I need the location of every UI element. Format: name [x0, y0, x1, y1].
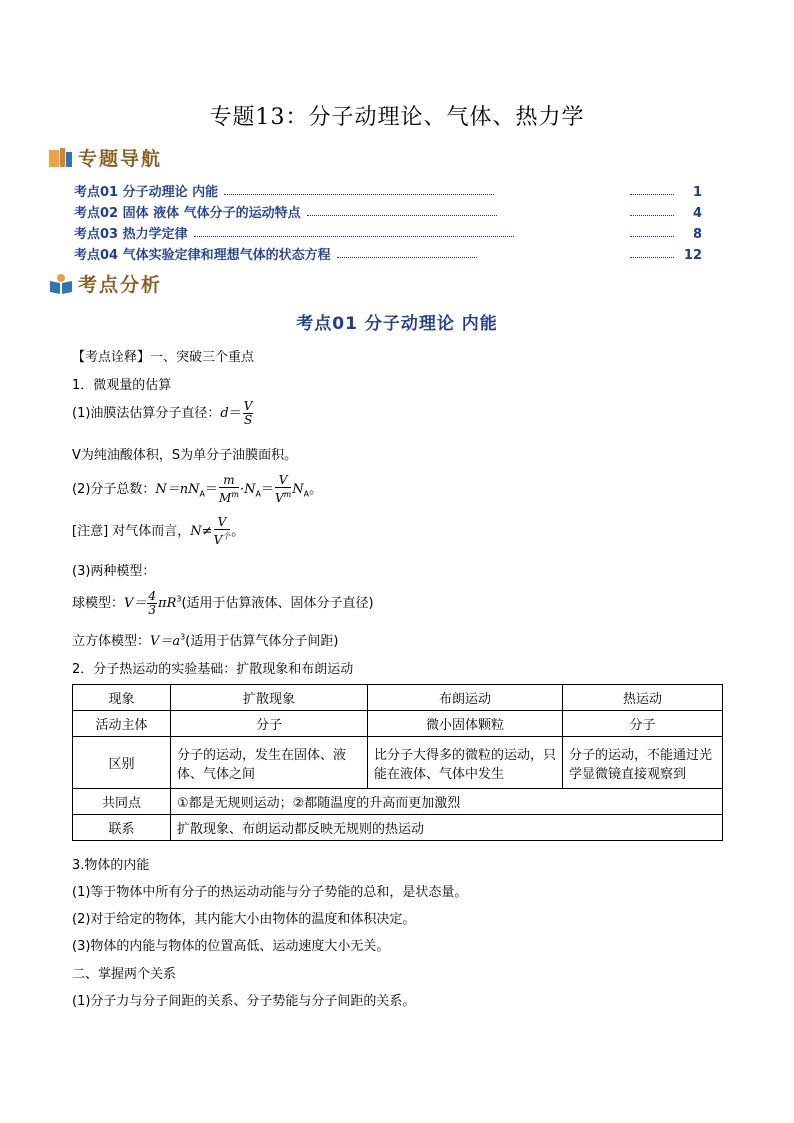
toc-page: 12: [683, 248, 702, 263]
nav-banner-label: 专题导航: [78, 148, 163, 170]
toc-entry[interactable]: [74, 222, 702, 242]
table-cell: 区别: [73, 737, 171, 789]
toc-leader: [630, 235, 674, 237]
toc-leader: [194, 235, 514, 237]
denominator: V: [213, 533, 223, 547]
formula-part: N＝nN: [155, 482, 200, 497]
fraction: [219, 474, 239, 505]
formula-note: (适用于估算液体、固体分子直径): [181, 596, 374, 611]
table-header: 现象: [73, 685, 171, 711]
fraction: [275, 474, 291, 505]
item1-note: V为纯油酸体积，S为单分子油膜面积。: [72, 448, 298, 463]
page-title: 专题13：分子动理论、气体、热力学: [209, 105, 585, 130]
formula-prefix: 立方体模型：: [72, 634, 151, 649]
table-row: [73, 789, 723, 815]
formula-part: πR: [158, 596, 177, 611]
table-header: 热运动: [563, 685, 723, 711]
denominator: 3: [148, 603, 157, 617]
formula-prefix: (1)油膜法估算分子直径：: [72, 406, 221, 421]
toc-entry[interactable]: [74, 243, 702, 263]
item3-2: (2)对于给定的物体，其内能大小由物体的温度和体积决定。: [72, 912, 416, 927]
comparison-table: [72, 684, 723, 841]
table-cell: 分子的运动，发生在固体、液体、气体之间: [171, 737, 368, 789]
toc-leader: [307, 214, 497, 216]
table-cell: 活动主体: [73, 711, 171, 737]
formula-part: V＝a: [150, 634, 181, 649]
table-cell: 微小固体颗粒: [368, 711, 563, 737]
note-line: [72, 516, 244, 547]
table-row: [73, 737, 723, 789]
toc-label: 考点04 气体实验定律和理想气体的状态方程: [74, 248, 331, 263]
lightbulb-book-icon: [48, 273, 74, 295]
toc-label: 考点02 固体 液体 气体分子的运动特点: [74, 206, 301, 221]
fraction: [243, 400, 254, 427]
numerator: V: [275, 474, 291, 488]
table-cell: 扩散现象、布朗运动都反映无规则的热运动: [171, 815, 723, 841]
part2-heading: 二、掌握两个关系: [72, 967, 177, 982]
part2-1: (1)分子力与分子间距的关系、分子势能与分子间距的关系。: [72, 994, 416, 1009]
denominator: M: [219, 491, 232, 505]
superscript: 个: [222, 532, 231, 541]
intro-line: 【考点诠释】一、突破三个重点: [72, 350, 255, 365]
table-cell: 分子: [171, 711, 368, 737]
table-row: [73, 815, 723, 841]
table-cell: ①都是无规则运动；②都随温度的升高而更加激烈: [171, 789, 723, 815]
item3-heading: 3.物体的内能: [72, 858, 150, 873]
toc-page: 1: [692, 185, 702, 200]
formula-var: d: [220, 406, 229, 421]
superscript: m: [283, 490, 292, 499]
table-header: 扩散现象: [171, 685, 368, 711]
item1-3: (3)两种模型：: [72, 564, 156, 579]
toc-label: 考点03 热力学定律: [74, 227, 188, 242]
superscript: 3: [176, 594, 182, 604]
nav-banner: [48, 144, 162, 171]
formula-prefix: (2)分子总数：: [72, 482, 156, 497]
formula-line-diameter: (1)油膜法估算分子直径：d＝ $\frac{V}{S}$: [72, 399, 253, 427]
table-cell: 分子: [563, 711, 723, 737]
formula-part: V＝: [124, 596, 147, 611]
toc-leader: [337, 256, 477, 258]
denominator: S: [243, 413, 253, 427]
subscript: A: [199, 489, 206, 499]
analysis-banner: [48, 270, 162, 297]
fraction: [214, 516, 231, 547]
formula-part: N: [292, 482, 304, 497]
toc-leader: [630, 193, 674, 195]
formula-part: ·N: [239, 482, 256, 497]
toc-leader: [224, 193, 494, 195]
toc-page: 4: [692, 206, 702, 221]
item3-3: (3)物体的内能与物体的位置高低、运动速度大小无关。: [72, 939, 390, 954]
toc-entry[interactable]: [74, 201, 702, 221]
formula-part: N≠: [190, 524, 213, 539]
table-header-row: [73, 685, 723, 711]
book-stack-icon: [48, 147, 74, 169]
formula-end: 。: [309, 482, 323, 497]
item1-heading: 1．微观量的估算: [72, 378, 172, 393]
numerator: V: [214, 516, 231, 530]
sphere-model-line: [72, 590, 374, 617]
formula-end: 。: [231, 524, 245, 539]
item2-heading: 2．分子热运动的实验基础：扩散现象和布朗运动: [72, 662, 354, 677]
analysis-banner-label: 考点分析: [78, 274, 163, 296]
table-cell: 分子的运动，不能通过光学显微镜直接观察到: [563, 737, 723, 789]
numerator: V: [243, 399, 253, 413]
note-prefix: [注意] 对气体而言，: [72, 524, 191, 539]
table-cell: 共同点: [73, 789, 171, 815]
numerator: m: [219, 474, 239, 488]
denominator: V: [274, 491, 284, 505]
numerator: 4: [148, 589, 157, 603]
superscript: 3: [180, 632, 186, 642]
table-cell: 比分子大得多的微粒的运动，只能在液体、气体中发生: [368, 737, 563, 789]
table-cell: 联系: [73, 815, 171, 841]
formula-line-count: (2)分子总数：$N=nN_A=$ $\frac{m}{M^m}$ $\cdot N_A=$ $\frac{V}{V^m}$ $N_A$。: [72, 473, 323, 505]
formula-note: (适用于估算气体分子间距): [185, 634, 339, 649]
formula-prefix: 球模型：: [72, 596, 125, 611]
toc-page: 8: [692, 227, 702, 242]
table-row: [73, 711, 723, 737]
superscript: m: [231, 490, 239, 499]
table-header: 布朗运动: [368, 685, 563, 711]
toc-entry[interactable]: [74, 180, 702, 200]
cube-model-line: [72, 630, 338, 649]
toc-leader: [630, 256, 674, 258]
toc-leader: [630, 214, 674, 216]
section-heading: 考点01 分子动理论 内能: [296, 314, 498, 334]
item3-1: (1)等于物体中所有分子的热运动动能与分子势能的总和，是状态量。: [72, 885, 468, 900]
toc-label: 考点01 分子动理论 内能: [74, 185, 219, 200]
fraction: [147, 590, 157, 617]
